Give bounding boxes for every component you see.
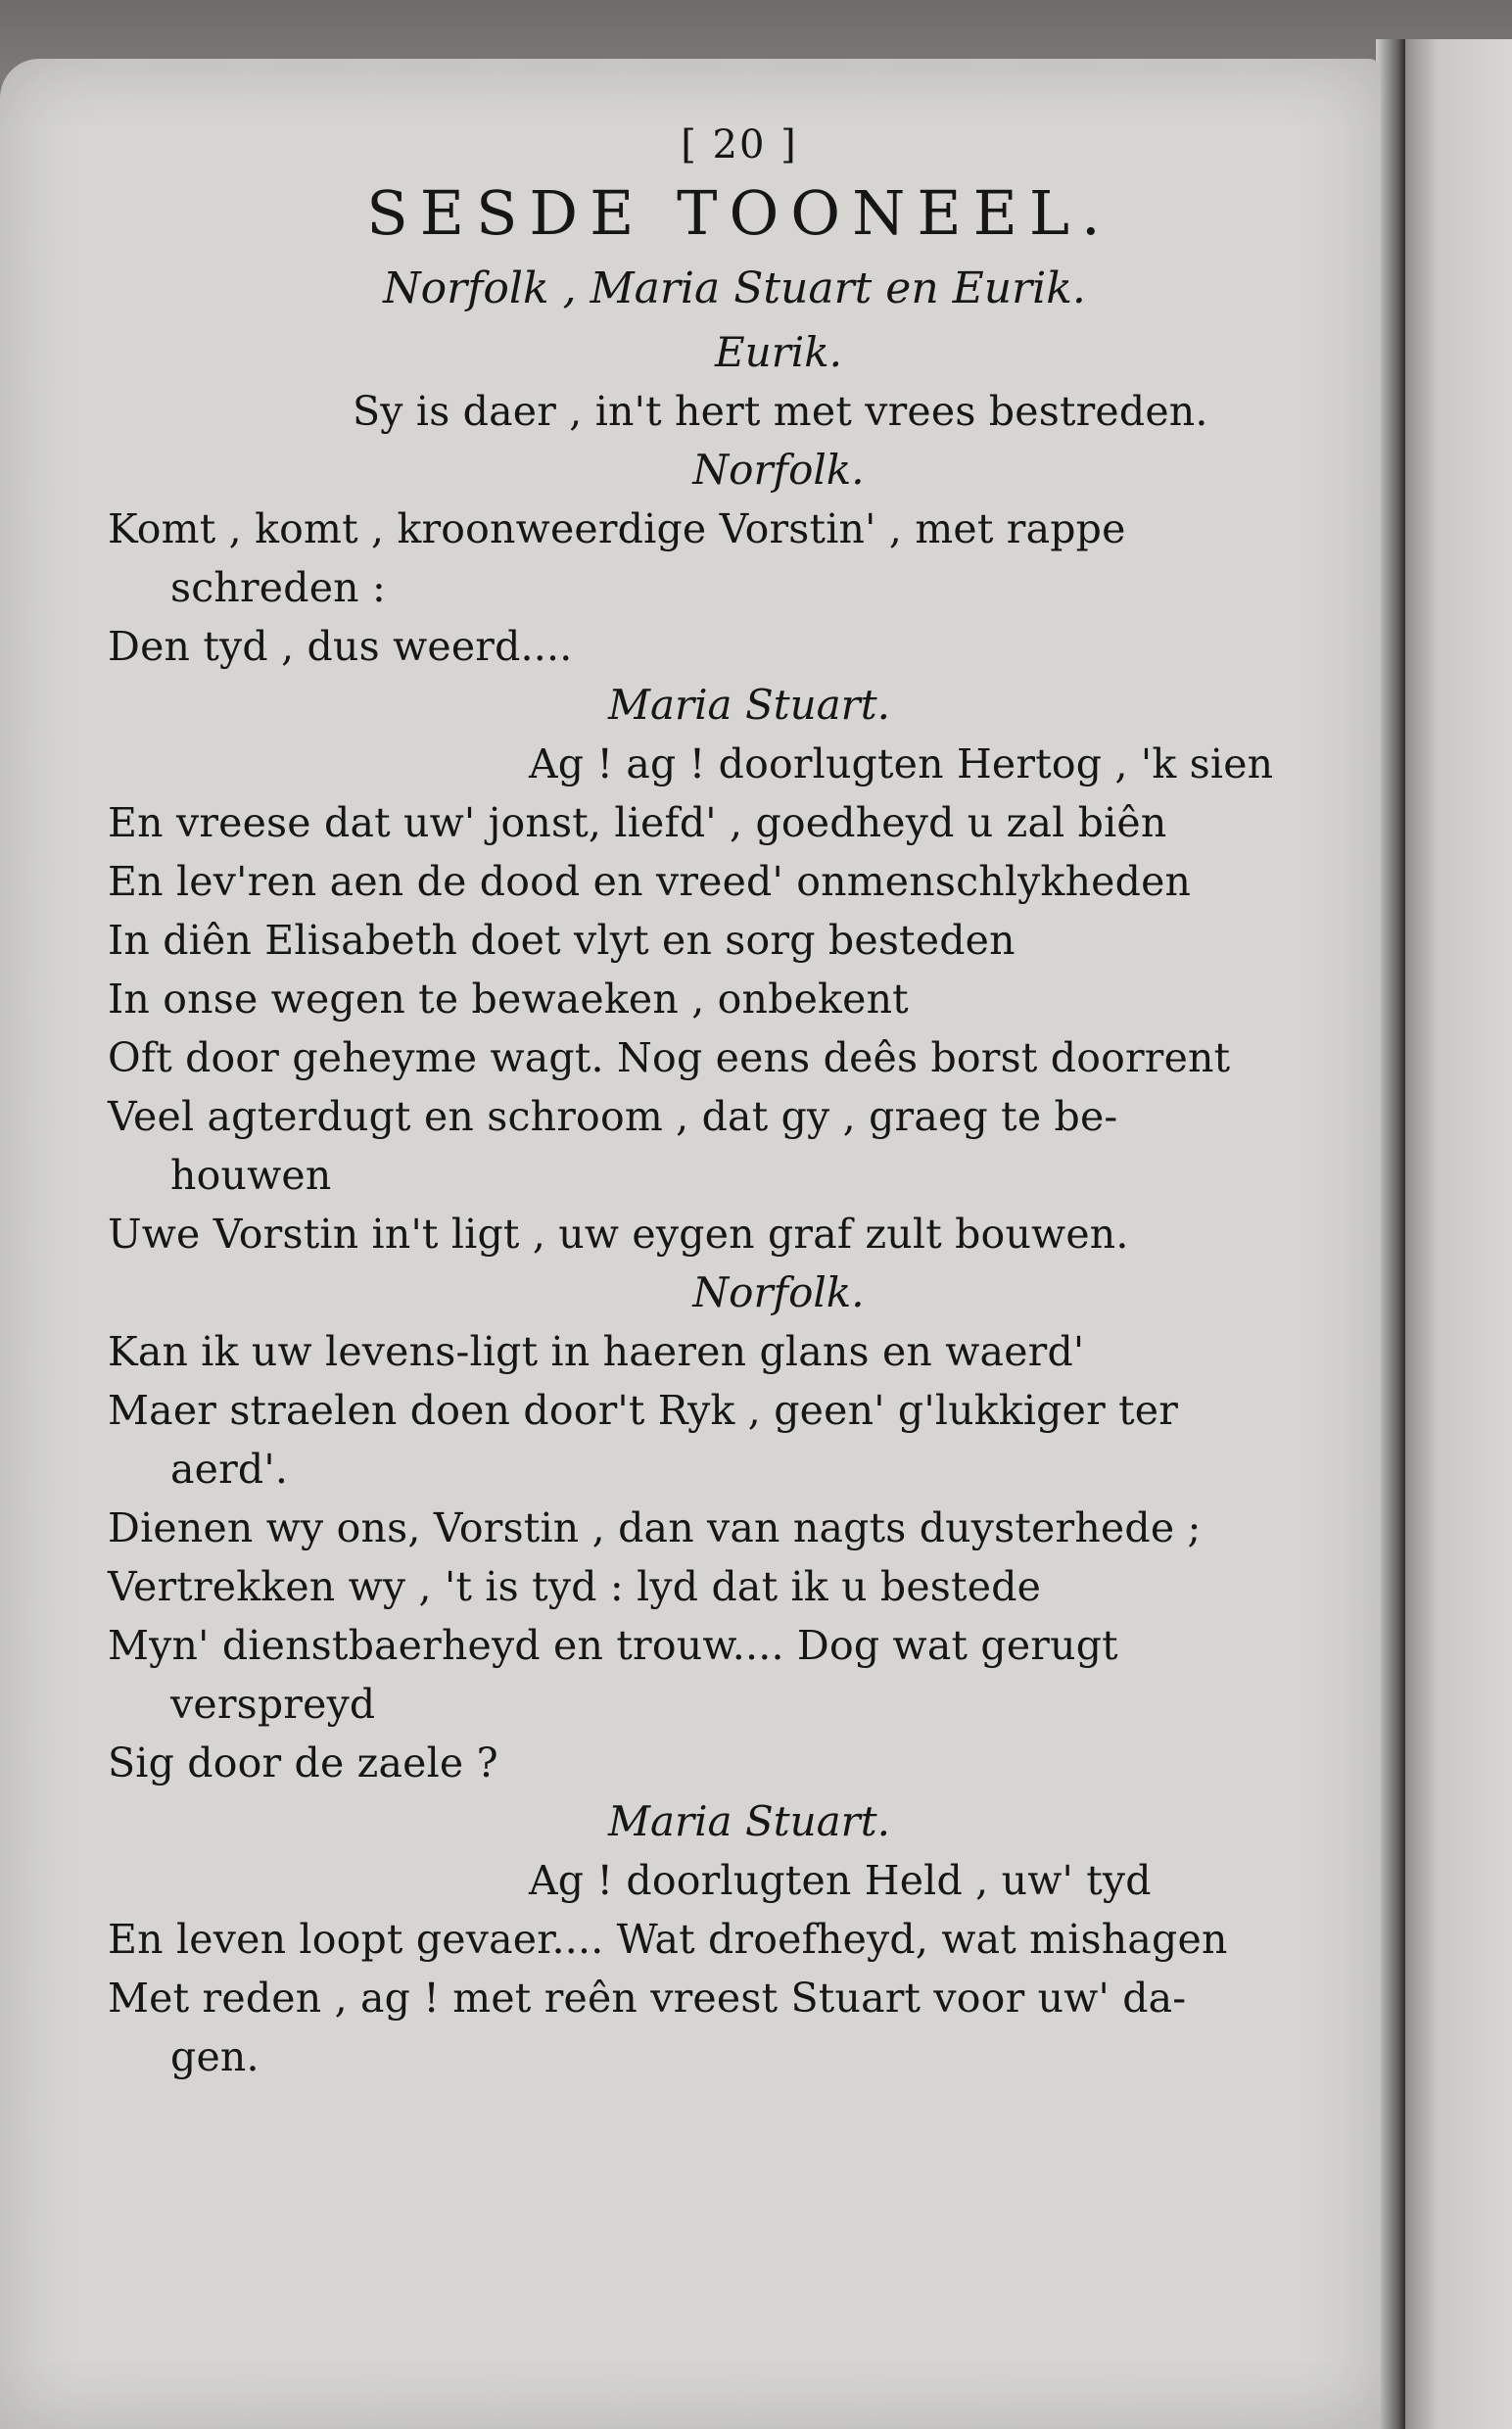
verse-line: Ag ! ag ! doorlugten Hertog , 'k sien: [529, 740, 1274, 787]
verse-line: En leven loopt gevaer.... Wat droefheyd, wat mishagen: [108, 1916, 1228, 1963]
page-number: [ 20 ]: [681, 122, 798, 167]
speaker-norfolk: Norfolk.: [692, 1268, 865, 1316]
verse-line: In onse wegen te bewaeken , onbekent: [108, 976, 909, 1023]
book-page: [0, 59, 1381, 2429]
verse-line: Met reden , ag ! met reên vreest Stuart voor uw' da-: [108, 1975, 1187, 2022]
speaker-eurik: Eurik.: [714, 328, 843, 376]
verse-line: Uwe Vorstin in't ligt , uw eygen graf zult bouwen.: [108, 1211, 1129, 1258]
verse-line: Kan ik uw levens-ligt in haeren glans en waerd': [108, 1328, 1085, 1375]
cast-list: Norfolk , Maria Stuart en Eurik.: [383, 263, 1086, 313]
verse-line: Den tyd , dus weerd....: [108, 623, 573, 670]
verse-line-continuation: verspreyd: [170, 1681, 376, 1728]
verse-line: En lev'ren aen de dood en vreed' onmenschlykheden: [108, 858, 1192, 905]
verse-line-continuation: aerd'.: [170, 1446, 289, 1493]
scene-title: SESDE TOONEEL.: [366, 177, 1112, 249]
speaker-norfolk: Norfolk.: [692, 446, 865, 494]
verse-line-continuation: schreden :: [170, 564, 387, 611]
speaker-maria-stuart: Maria Stuart.: [608, 1797, 890, 1845]
verse-line-continuation: houwen: [170, 1152, 332, 1199]
verse-line: Dienen wy ons, Vorstin , dan van nagts duysterhede ;: [108, 1504, 1202, 1551]
verse-line: En vreese dat uw' jonst, liefd' , goedheyd u zal biên: [108, 799, 1167, 846]
verse-line: Myn' dienstbaerheyd en trouw.... Dog wat gerugt: [108, 1622, 1118, 1669]
verse-line: Sy is daer , in't hert met vrees bestreden.: [353, 388, 1208, 435]
verse-line: Vertrekken wy , 't is tyd : lyd dat ik u bestede: [108, 1563, 1042, 1610]
verse-line-continuation: gen.: [170, 2033, 260, 2080]
verse-line: Ag ! doorlugten Held , uw' tyd: [529, 1857, 1152, 1904]
verse-line: Komt , komt , kroonweerdige Vorstin' , met rappe: [108, 505, 1126, 552]
speaker-maria-stuart: Maria Stuart.: [608, 681, 890, 729]
verse-line: Oft door geheyme wagt. Nog eens deês borst doorrent: [108, 1034, 1231, 1081]
page-text: [108, 118, 1332, 2086]
verse-line: Sig door de zaele ?: [108, 1739, 498, 1786]
verse-line: Veel agterdugt en schroom , dat gy , graeg te be-: [108, 1093, 1118, 1140]
facing-page-edge: [1400, 39, 1512, 2429]
verse-line: Maer straelen doen door't Ryk , geen' g'lukkiger ter: [108, 1387, 1179, 1434]
verse-line: In diên Elisabeth doet vlyt en sorg besteden: [108, 917, 1016, 964]
